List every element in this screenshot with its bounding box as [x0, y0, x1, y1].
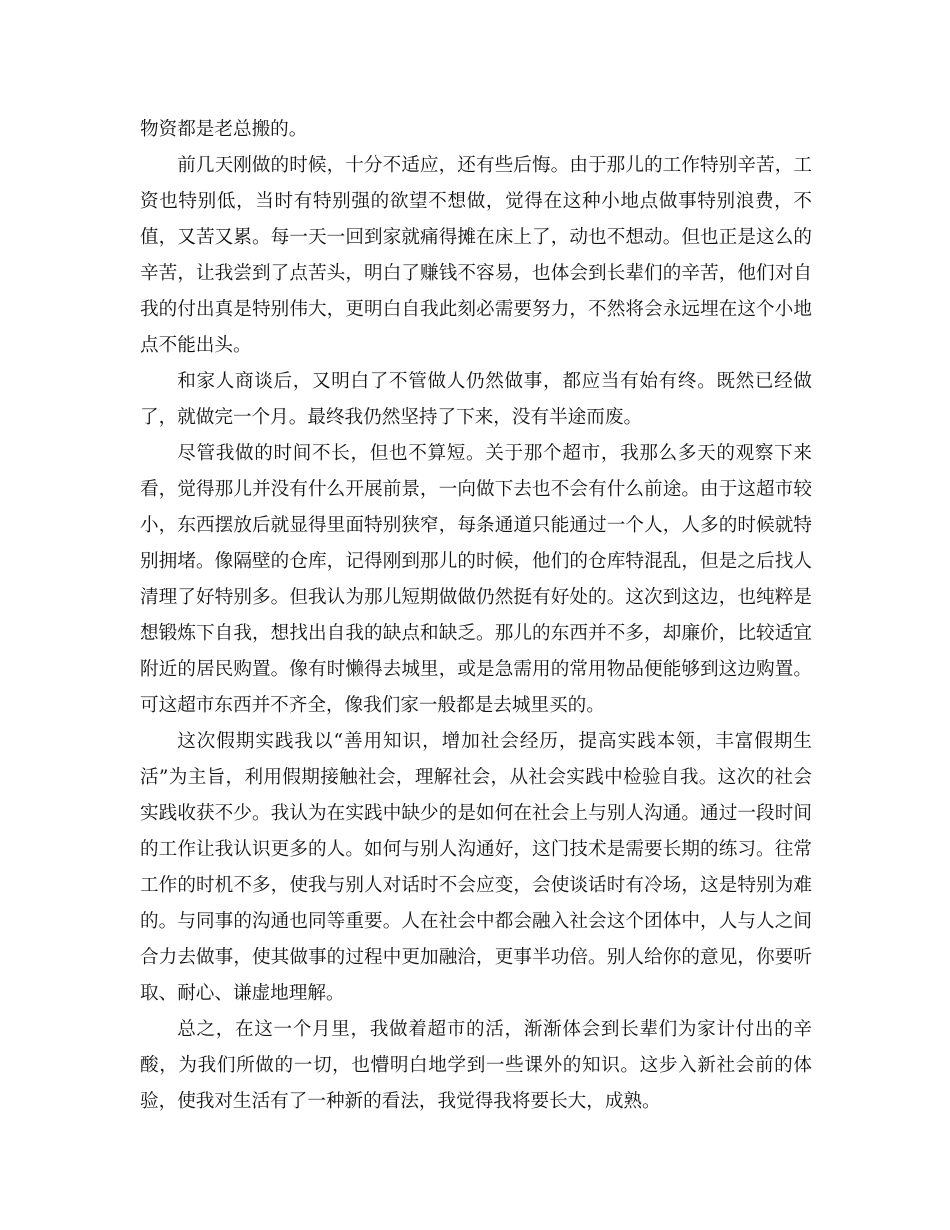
paragraph-practice-theme: 这次假期实践我以“善用知识，增加社会经历，提高实践本领，丰富假期生活”为主旨，利用假期接触社会，理解社会，从社会实践中检验自我。这次的社会实践收获不少。我认为在实践中缺少的是如何在社会上与别人沟通。通过一段时间的工作让我认识更多的人。如何与别人沟通好，这门技术是需要长期的练习。往常工作的时机不多，使我与别人对话时不会应变，会使谈话时有冷场，这是特别为难的。与同事的沟通也同等重要。人在社会中都会融入社会这个团体中，人与人之间合力去做事，使其做事的过程中更加融洽，更事半功倍。别人给你的意见，你要听取、耐心、谦虚地理解。	[140, 731, 812, 1004]
paragraph-family-talk: 和家人商谈后，又明白了不管做人仍然做事，都应当有始有终。既然已经做了，就做完一个月。最终我仍然坚持了下来，没有半途而废。	[140, 371, 812, 428]
paragraph-first-days: 前几天刚做的时候，十分不适应，还有些后悔。由于那儿的工作特别辛苦，工资也特别低，当时有特别强的欲望不想做，觉得在这种小地点做事特别浪费，不值，又苦又累。每一天一回到家就痛得摊在床上了，动也不想动。但也正是这么的辛苦，让我尝到了点苦头，明白了赚钱不容易，也体会到长辈们的辛苦，他们对自我的付出真是特别伟大，更明白自我此刻必需要努力，不然将会永远埋在这个小地点不能出头。	[140, 155, 812, 356]
paragraph-supermarket: 尽管我做的时间不长，但也不算短。关于那个超市，我那么多天的观察下来看，觉得那儿并没有什么开展前景，一向做下去也不会有什么前途。由于这超市较小，东西摆放后就显得里面特别狭窄，每条通道只能通过一个人，人多的时候就特别拥堵。像隔壁的仓库，记得刚到那儿的时候，他们的仓库特混乱，但是之后找人清理了好特别多。但我认为那儿短期做做仍然挺有好处的。这次到这边，也纯粹是想锻炼下自我，想找出自我的缺点和缺乏。那儿的东西并不多，却廉价，比较适宜附近的居民购置。像有时懒得去城里，或是急需用的常用物品便能够到这边购置。可这超市东西并不齐全，像我们家一般都是去城里买的。	[140, 443, 812, 716]
paragraph-continuation: 物资都是老总搬的。	[140, 119, 308, 140]
document-body	[140, 112, 812, 1120]
paragraph-conclusion: 总之，在这一个月里，我做着超市的活，渐渐体会到长辈们为家计付出的辛酸，为我们所做的一切，也懵明白地学到一些课外的知识。这步入新社会前的体验，使我对生活有了一种新的看法，我觉得我将要长大，成熟。	[140, 1019, 812, 1112]
